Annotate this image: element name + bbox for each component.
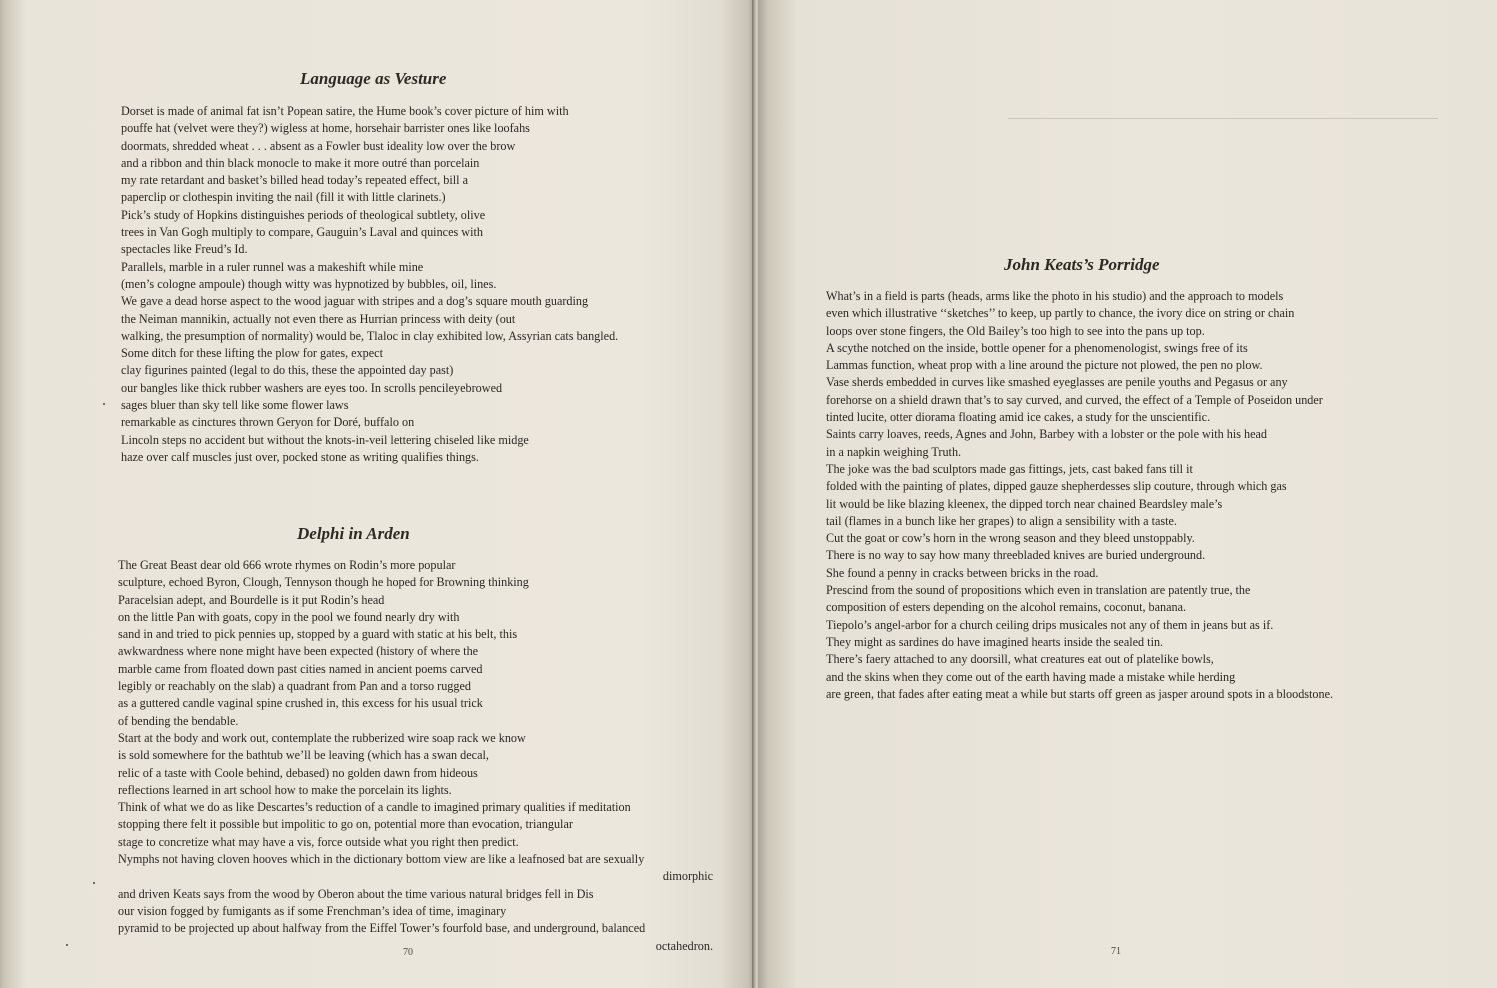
poem-line: Think of what we do as like Descartes’s reduction of a candle to imagined primary qualities if meditation bbox=[118, 800, 631, 815]
poem-line: and a ribbon and thin black monocle to make it more outré than porcelain bbox=[121, 155, 480, 170]
poem-line: sand in and tried to pick pennies up, stopped by a guard with static at his belt, this bbox=[118, 627, 518, 642]
poem-line: Prescind from the sound of propositions which even in translation are patently true, the bbox=[826, 583, 1251, 598]
poem-line: Some ditch for these lifting the plow for gates, expect bbox=[121, 346, 383, 361]
poem-line: Start at the body and work out, contemplate the rubberized wire soap rack we know bbox=[118, 730, 526, 745]
poem-line: composition of esters depending on the alcohol remains, coconut, banana. bbox=[826, 600, 1187, 615]
right-page bbox=[758, 0, 1497, 988]
poem-line: forehorse on a shield drawn that’s to say curved, and curved, the effect of a Temple of Poseidon under bbox=[826, 392, 1323, 407]
poem-line: There’s faery attached to any doorsill, what creatures eat out of platelike bowls, bbox=[826, 652, 1214, 667]
poem-line: Nymphs not having cloven hooves which in the dictionary bottom view are like a leafnosed bat are sexually bbox=[118, 852, 645, 867]
poem-line: The Great Beast dear old 666 wrote rhymes on Rodin’s more popular bbox=[118, 558, 456, 572]
poem-line: What’s in a field is parts (heads, arms like the photo in his studio) and the approach to models bbox=[826, 289, 1284, 303]
poem-line: our vision fogged by fumigants as if some Frenchman’s idea of time, imaginary bbox=[118, 903, 507, 918]
poem-line: We gave a dead horse aspect to the wood jaguar with stripes and a dog’s square mouth guarding bbox=[121, 294, 589, 309]
ink-speck bbox=[66, 944, 68, 946]
poem-line: marble came from floated down past cities named in ancient poems carved bbox=[118, 661, 483, 676]
poem-line: my rate retardant and basket’s billed head today’s repeated effect, bill a bbox=[121, 173, 468, 188]
poem-line: clay figurines painted (legal to do this, these the appointed day past) bbox=[121, 363, 454, 378]
poem-line: Paracelsian adept, and Bourdelle is it put Rodin’s head bbox=[118, 592, 385, 607]
poem-line: lit would be like blazing kleenex, the dipped torch near chained Beardsley male’s bbox=[826, 496, 1223, 511]
poem-line: Lincoln steps no accident but without the knots-in-veil lettering chiseled like midge bbox=[121, 432, 529, 447]
poem-line: trees in Van Gogh multiply to compare, Gauguin’s Laval and quinces with bbox=[121, 225, 483, 240]
poem-line: stopping there felt it possible but impolitic to go on, potential more than evocation, triangular bbox=[118, 817, 573, 832]
poem-line: remarkable as cinctures thrown Geryon for Doré, buffalo on bbox=[121, 415, 415, 430]
page-number-right: 71 bbox=[1111, 946, 1121, 957]
poem-line: sculpture, echoed Byron, Clough, Tennyson though he hoped for Browning thinking bbox=[118, 575, 529, 590]
poem-line: pyramid to be projected up about halfway from the Eiffel Tower’s fourfold base, and underground, balanced bbox=[118, 921, 646, 936]
poem-line: stage to concretize what may have a vis, force outside what you right then predict. bbox=[118, 834, 519, 849]
poem-line: folded with the painting of plates, dipped gauze shepherdesses slip couture, through which gas bbox=[826, 479, 1287, 494]
poem-line: loops over stone fingers, the Old Bailey’s too high to see into the pans up top. bbox=[826, 323, 1205, 338]
poem-title-language-as-vesture: Language as Vesture bbox=[300, 69, 447, 88]
poem-line: octahedron. bbox=[655, 938, 713, 953]
poem-line: The joke was the bad sculptors made gas fittings, jets, cast baked fans till it bbox=[826, 461, 1193, 476]
poem-line: relic of a taste with Coole behind, debased) no golden dawn from hideous bbox=[118, 765, 478, 780]
poem-line: are green, that fades after eating meat a while but starts off green as jasper around spots in a bloodstone. bbox=[826, 686, 1334, 701]
poem-line: There is no way to say how many threebladed knives are buried underground. bbox=[826, 548, 1206, 563]
ink-speck bbox=[103, 403, 105, 405]
poem-title-john-keats-porridge: John Keats’s Porridge bbox=[1004, 255, 1160, 274]
poem-line: Dorset is made of animal fat isn’t Popean satire, the Hume book’s cover picture of him with bbox=[121, 104, 569, 118]
poem-line: Tiepolo’s angel-arbor for a church ceiling drips musicales not any of them in jeans but as if. bbox=[826, 617, 1274, 632]
poem-line: is sold somewhere for the bathtub we’ll be leaving (which has a swan decal, bbox=[118, 748, 489, 763]
poem-line: (men’s cologne ampoule) though witty was hypnotized by bubbles, oil, lines. bbox=[121, 276, 497, 291]
poem-line: and the skins when they come out of the earth having made a mistake while herding bbox=[826, 669, 1236, 684]
poem-line: paperclip or clothespin inviting the nail (fill it with little clarinets.) bbox=[121, 190, 446, 205]
poem-line: spectacles like Freud’s Id. bbox=[121, 242, 248, 257]
poem-line: Pick’s study of Hopkins distinguishes periods of theological subtlety, olive bbox=[121, 207, 486, 222]
poem-line: awkwardness where none might have been expected (history of where the bbox=[118, 644, 479, 659]
poem-line: Lammas function, wheat prop with a line around the picture not plowed, the pen no plow. bbox=[826, 358, 1263, 373]
poem-line: walking, the presumption of normality) would be, Tlaloc in clay exhibited low, Assyrian cats bangled. bbox=[121, 328, 619, 343]
show-through-ghost-rule bbox=[1008, 118, 1438, 119]
poem-line: Parallels, marble in a ruler runnel was a makeshift while mine bbox=[121, 259, 424, 274]
poem-line: Vase sherds embedded in curves like smashed eyeglasses are penile youths and Pegasus or any bbox=[826, 375, 1288, 390]
poem-line: tail (flames in a bunch like her grapes) to align a sensibility with a taste. bbox=[826, 513, 1177, 528]
poem-line: on the little Pan with goats, copy in the pool we found nearly dry with bbox=[118, 609, 460, 624]
poem-line: of bending the bendable. bbox=[118, 713, 239, 728]
poem-line: tinted lucite, otter diorama floating amid ice cakes, a study for the unscientific. bbox=[826, 410, 1211, 425]
poem-line: haze over calf muscles just over, pocked stone as writing qualifies things. bbox=[121, 449, 479, 464]
poem-line: sages bluer than sky tell like some flower laws bbox=[121, 398, 349, 413]
poem-line: pouffe hat (velvet were they?) wigless at home, horsehair barrister ones like loofahs bbox=[121, 121, 530, 136]
poem-line: in a napkin weighing Truth. bbox=[826, 444, 962, 459]
ink-speck bbox=[93, 882, 95, 884]
poem-line: and driven Keats says from the wood by Oberon about the time various natural bridges fell in Dis bbox=[118, 886, 594, 901]
poem-line: as a guttered candle vaginal spine crushed in, this excess for his usual trick bbox=[118, 696, 483, 711]
poem-line: the Neiman mannikin, actually not even there as Hurrian princess with deity (out bbox=[121, 311, 516, 326]
poem-line: They might as sardines do have imagined hearts inside the sealed tin. bbox=[826, 634, 1164, 649]
poem-line: our bangles like thick rubber washers are eyes too. In scrolls pencileyebrowed bbox=[121, 380, 503, 395]
poem-language-as-vesture bbox=[121, 103, 618, 466]
poem-line: dimorphic bbox=[662, 869, 713, 884]
poem-line: A scythe notched on the inside, bottle opener for a phenomenologist, swings free of its bbox=[826, 340, 1248, 355]
poem-line: legibly or reachably on the slab) a quadrant from Pan and a torso rugged bbox=[118, 679, 471, 694]
poem-line: even which illustrative ‘‘sketches’’ to keep, up partly to chance, the ivory dice on string or chain bbox=[826, 306, 1295, 321]
poem-line: Cut the goat or cow’s horn in the wrong season and they bleed unstoppably. bbox=[826, 531, 1195, 546]
poem-title-delphi-in-arden: Delphi in Arden bbox=[297, 524, 410, 543]
poem-line: She found a penny in cracks between bricks in the road. bbox=[826, 565, 1099, 580]
poem-line: Saints carry loaves, reeds, Agnes and John, Barbey with a lobster or the pole with his head bbox=[826, 427, 1268, 442]
poem-delphi-in-arden bbox=[118, 557, 713, 955]
poem-john-keats-porridge bbox=[826, 288, 1333, 703]
page-number-left: 70 bbox=[403, 947, 413, 958]
poem-line: doormats, shredded wheat . . . absent as a Fowler bust ideality low over the brow bbox=[121, 138, 516, 153]
poem-line: reflections learned in art school how to make the porcelain its lights. bbox=[118, 782, 452, 797]
